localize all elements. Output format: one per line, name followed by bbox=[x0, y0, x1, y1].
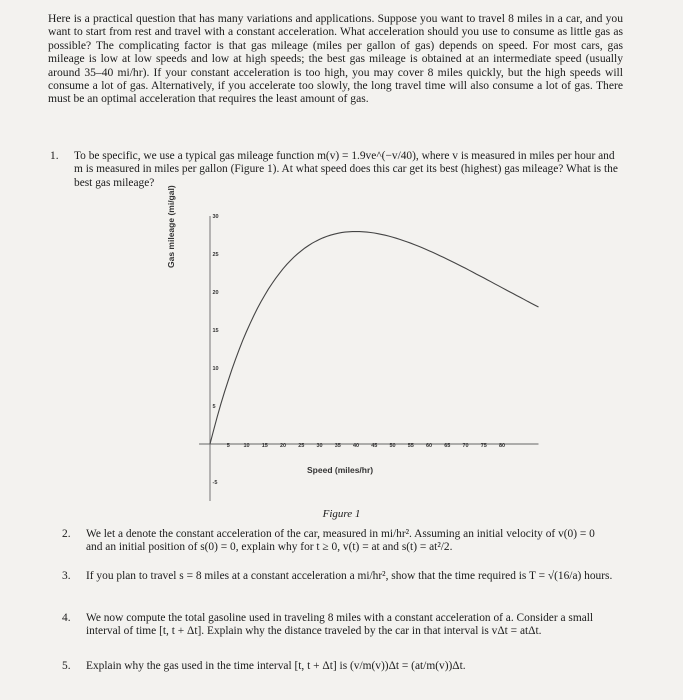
x-tick-label: 70 bbox=[462, 443, 469, 449]
y-axis-label: Gas mileage (mi/gal) bbox=[166, 185, 176, 268]
question-number: 3. bbox=[62, 570, 71, 582]
x-tick-label: 40 bbox=[352, 443, 360, 449]
x-tick-label: 35 bbox=[334, 443, 341, 449]
question-number: 1. bbox=[50, 150, 59, 162]
question-number: 4. bbox=[62, 612, 71, 624]
y-tick-label: 25 bbox=[212, 252, 219, 258]
x-tick-label: 65 bbox=[444, 443, 451, 449]
y-tick-label: 30 bbox=[212, 214, 219, 220]
question-number: 2. bbox=[62, 528, 71, 540]
intro-paragraph: Here is a practical question that has many variations and applications. Suppose you want to travel 8 miles in a car, and you want to start from rest and travel with a constant acceleration. What acceleration should you use to consume as little gas as possible? The complicating factor is that gas mileage (miles per gallon of gas) depends on speed. For most cars, gas mileage is low at low speeds and low at high speeds; the best gas mileage is obtained at an intermediate speed (usually around 35–40 mi/hr). If your constant acceleration is too high, you may cover 8 miles quickly, but the high speeds will consume a lot of gas. Alternatively, if you accelerate too slowly, the long travel time will also consume a lot of gas. There must be an optimal acceleration that requires the least amount of gas. bbox=[48, 12, 623, 106]
question-text: Explain why the gas used in the time interval [t, t + Δt] is (v/m(v))Δt = (at/m(v))Δt. bbox=[86, 660, 466, 672]
x-axis-label: Speed (miles/hr) bbox=[307, 465, 374, 475]
y-tick-label: 10 bbox=[212, 366, 219, 372]
x-tick-label: 25 bbox=[298, 443, 305, 449]
x-tick-label: 75 bbox=[480, 443, 487, 449]
x-tick-label: 20 bbox=[279, 443, 287, 449]
x-tick-label: 50 bbox=[389, 443, 396, 449]
question-text: We now compute the total gasoline used in traveling 8 miles with a constant acceleration of a. Consider a small interval of time [t, t + Δt]. Explain why the distance traveled by the car in that interval is vΔt = atΔt. bbox=[86, 612, 594, 638]
mileage-curve bbox=[210, 232, 539, 445]
x-tick-label: 15 bbox=[261, 443, 268, 449]
x-tick-label: 5 bbox=[226, 443, 230, 449]
question-text: If you plan to travel s = 8 miles at a constant acceleration a mi/hr², show that the time required is T = √(16/a) hours. bbox=[86, 570, 613, 582]
question-number: 5. bbox=[62, 660, 71, 672]
x-tick-label: 10 bbox=[243, 443, 250, 449]
x-tick-label: 80 bbox=[498, 443, 506, 449]
y-tick-label: 5 bbox=[212, 404, 216, 410]
y-tick-labels bbox=[213, 214, 219, 486]
y-tick-label: -5 bbox=[212, 480, 218, 486]
question-text: To be specific, we use a typical gas mileage function m(v) = 1.9ve^(−v/40), where v is measured in miles per hour and m is measured in miles per gallon (Figure 1). At what speed does this car get its best (highest) gas mileage? What is the best gas mileage? bbox=[74, 150, 618, 189]
x-tick-label: 45 bbox=[371, 443, 378, 449]
figure-caption: Figure 1 bbox=[322, 508, 361, 520]
question-text: We let a denote the constant acceleration of the car, measured in mi/hr². Assuming an initial velocity of v(0) = 0 and an initial position of s(0) = 0, explain why for t ≥ 0, v(t) = at and s(t) = at²/2. bbox=[86, 528, 595, 554]
x-tick-label: 30 bbox=[316, 443, 323, 449]
x-tick-label: 60 bbox=[425, 443, 433, 449]
y-tick-label: 20 bbox=[212, 290, 219, 296]
x-tick-label: 55 bbox=[407, 443, 414, 449]
chart-axes bbox=[199, 216, 538, 501]
y-tick-label: 15 bbox=[212, 328, 219, 334]
